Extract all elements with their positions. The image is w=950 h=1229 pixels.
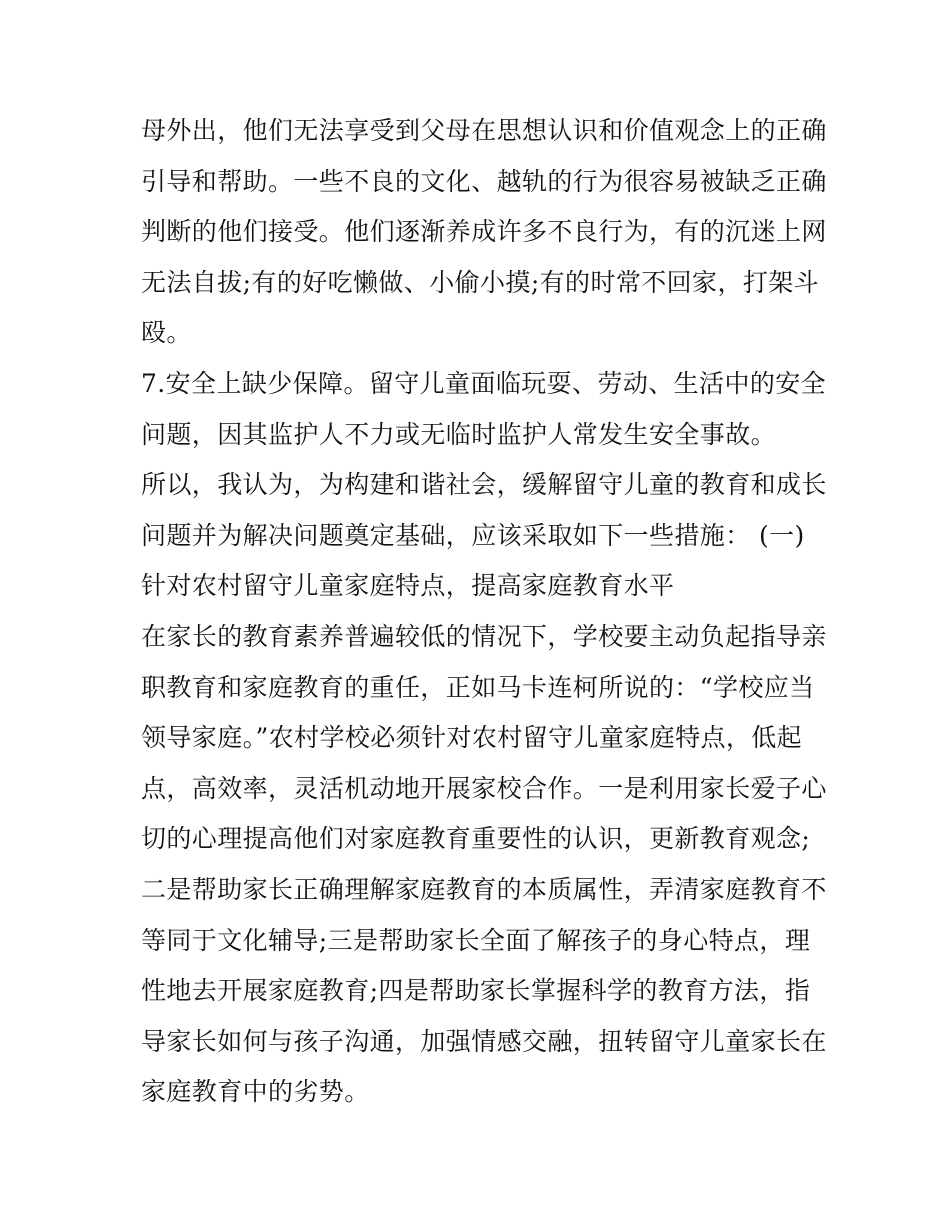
- text-line: 针对农村留守儿童家庭特点，提高家庭教育水平: [141, 571, 675, 601]
- text-line: 引导和帮助。一些不良的文化、越轨的行为很容易被缺乏正确: [141, 166, 827, 196]
- text-line: 领导家庭。”农村学校必须针对农村留守儿童家庭特点，低起: [141, 723, 803, 753]
- text-line: 问题，因其监护人不力或无临时监护人常发生安全事故。: [141, 419, 777, 449]
- text-line: 7.安全上缺少保障。留守儿童面临玩耍、劳动、生活中的安全: [141, 368, 827, 398]
- text-line: 点，高效率，灵活机动地开展家校合作。一是利用家长爱子心: [141, 773, 827, 803]
- text-line: 导家长如何与孩子沟通，加强情感交融，扭转留守儿童家长在: [141, 1026, 827, 1056]
- text-line: 问题并为解决问题奠定基础，应该采取如下一些措施： (一): [141, 520, 805, 550]
- text-line: 判断的他们接受。他们逐渐养成许多不良行为，有的沉迷上网: [141, 217, 827, 247]
- text-line: 无法自拔;有的好吃懒做、小偷小摸;有的时常不回家，打架斗: [141, 267, 820, 297]
- text-line: 所以，我认为，为构建和谐社会，缓解留守儿童的教育和成长: [141, 470, 827, 500]
- text-line: 性地去开展家庭教育;四是帮助家长掌握科学的教育方法，指: [141, 976, 811, 1006]
- text-line: 切的心理提高他们对家庭教育重要性的认识，更新教育观念;: [141, 824, 811, 854]
- text-line: 家庭教育中的劣势。: [141, 1077, 370, 1107]
- text-line: 在家长的教育素养普遍较低的情况下，学校要主动负起指导亲: [141, 621, 827, 651]
- text-line: 母外出，他们无法享受到父母在思想认识和价值观念上的正确: [141, 116, 827, 145]
- text-line: 等同于文化辅导;三是帮助家长全面了解孩子的身心特点，理: [141, 925, 811, 955]
- text-line: 殴。: [141, 318, 192, 348]
- document-body: [141, 106, 827, 1118]
- text-line: 职教育和家庭教育的重任，正如马卡连柯所说的：“学校应当: [141, 672, 815, 702]
- text-line: 二是帮助家长正确理解家庭教育的本质属性，弄清家庭教育不: [141, 874, 827, 904]
